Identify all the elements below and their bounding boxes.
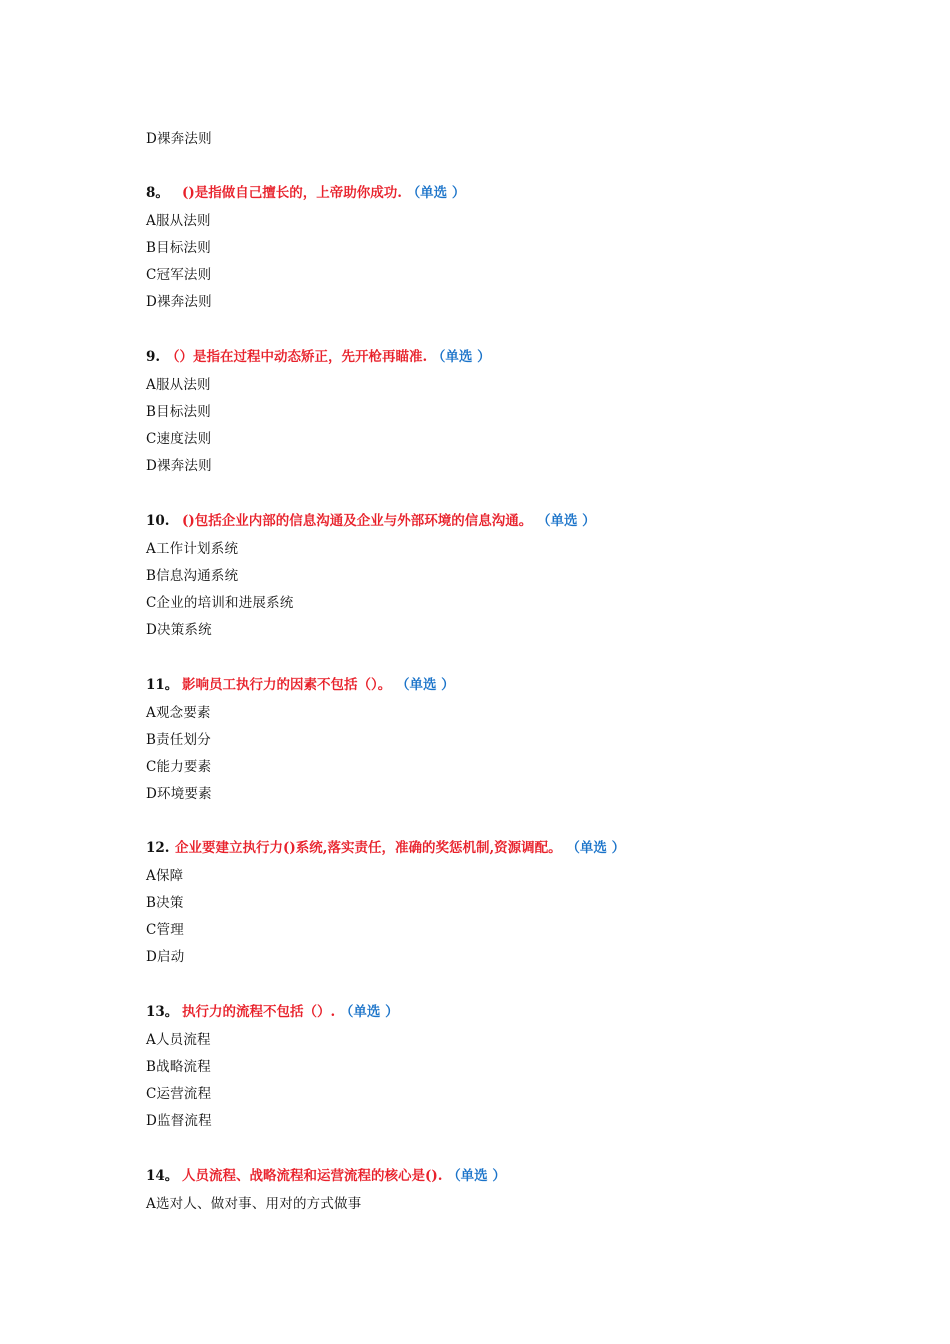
question-text: ()是指做自己擅长的，上帝助你成功. xyxy=(182,185,402,201)
question-number: 12. xyxy=(146,840,170,856)
question-type: （单选 ） xyxy=(536,513,596,529)
option-c: C运营流程 xyxy=(146,1086,212,1102)
option-a: A保障 xyxy=(146,868,184,884)
question-text: （）是指在过程中动态矫正，先开枪再瞄准. xyxy=(166,349,428,365)
question-number: 11。 xyxy=(146,677,179,693)
question-type: （单选 ） xyxy=(339,1004,399,1020)
option-c: C企业的培训和进展系统 xyxy=(146,595,294,611)
option-d: D监督流程 xyxy=(146,1113,212,1129)
question-number: 9. xyxy=(146,349,161,365)
question-9 xyxy=(146,347,491,367)
option-a: A观念要素 xyxy=(146,705,211,721)
question-number: 10. xyxy=(146,513,170,529)
option-b: B目标法则 xyxy=(146,404,211,420)
option-c: C管理 xyxy=(146,922,184,938)
option-c: C速度法则 xyxy=(146,431,212,447)
question-type: （单选 ） xyxy=(566,840,626,856)
question-type: （单选 ） xyxy=(431,349,491,365)
question-text: 企业要建立执行力()系统,落实责任，准确的奖惩机制,资源调配。 xyxy=(175,840,562,856)
question-type: （单选 ） xyxy=(406,185,466,201)
option-a: A人员流程 xyxy=(146,1032,211,1048)
question-text: 人员流程、战略流程和运营流程的核心是(). xyxy=(182,1168,443,1184)
option-d: D环境要素 xyxy=(146,786,212,802)
option-a: A服从法则 xyxy=(146,213,211,229)
option-d: D启动 xyxy=(146,949,185,965)
question-text: 执行力的流程不包括（）. xyxy=(182,1004,336,1020)
question-13 xyxy=(146,1002,399,1022)
option-d: D裸奔法则 xyxy=(146,458,212,474)
option-d: D决策系统 xyxy=(146,622,212,638)
question-12 xyxy=(146,838,625,858)
question-8 xyxy=(146,183,465,203)
question-11 xyxy=(146,675,455,695)
option-b: B决策 xyxy=(146,895,184,911)
option-a: A选对人、做对事、用对的方式做事 xyxy=(146,1196,362,1212)
question-number: 13。 xyxy=(146,1004,179,1020)
option-c: C能力要素 xyxy=(146,759,212,775)
question-number: 14。 xyxy=(146,1168,179,1184)
option-b: B信息沟通系统 xyxy=(146,568,239,584)
question-type: （单选 ） xyxy=(447,1168,506,1184)
question-text: ()包括企业内部的信息沟通及企业与外部环境的信息沟通。 xyxy=(182,513,533,529)
option-d-prev: D裸奔法则 xyxy=(146,131,212,147)
question-number: 8。 xyxy=(146,185,169,201)
option-c: C冠军法则 xyxy=(146,267,212,283)
question-10 xyxy=(146,511,596,531)
question-14 xyxy=(146,1166,506,1186)
option-b: B战略流程 xyxy=(146,1059,211,1075)
option-b: B责任划分 xyxy=(146,732,211,748)
option-d: D裸奔法则 xyxy=(146,294,212,310)
option-a: A服从法则 xyxy=(146,377,211,393)
option-b: B目标法则 xyxy=(146,240,211,256)
option-a: A工作计划系统 xyxy=(146,541,239,557)
question-type: （单选 ） xyxy=(395,677,455,693)
question-text: 影响员工执行力的因素不包括（）。 xyxy=(182,677,392,693)
